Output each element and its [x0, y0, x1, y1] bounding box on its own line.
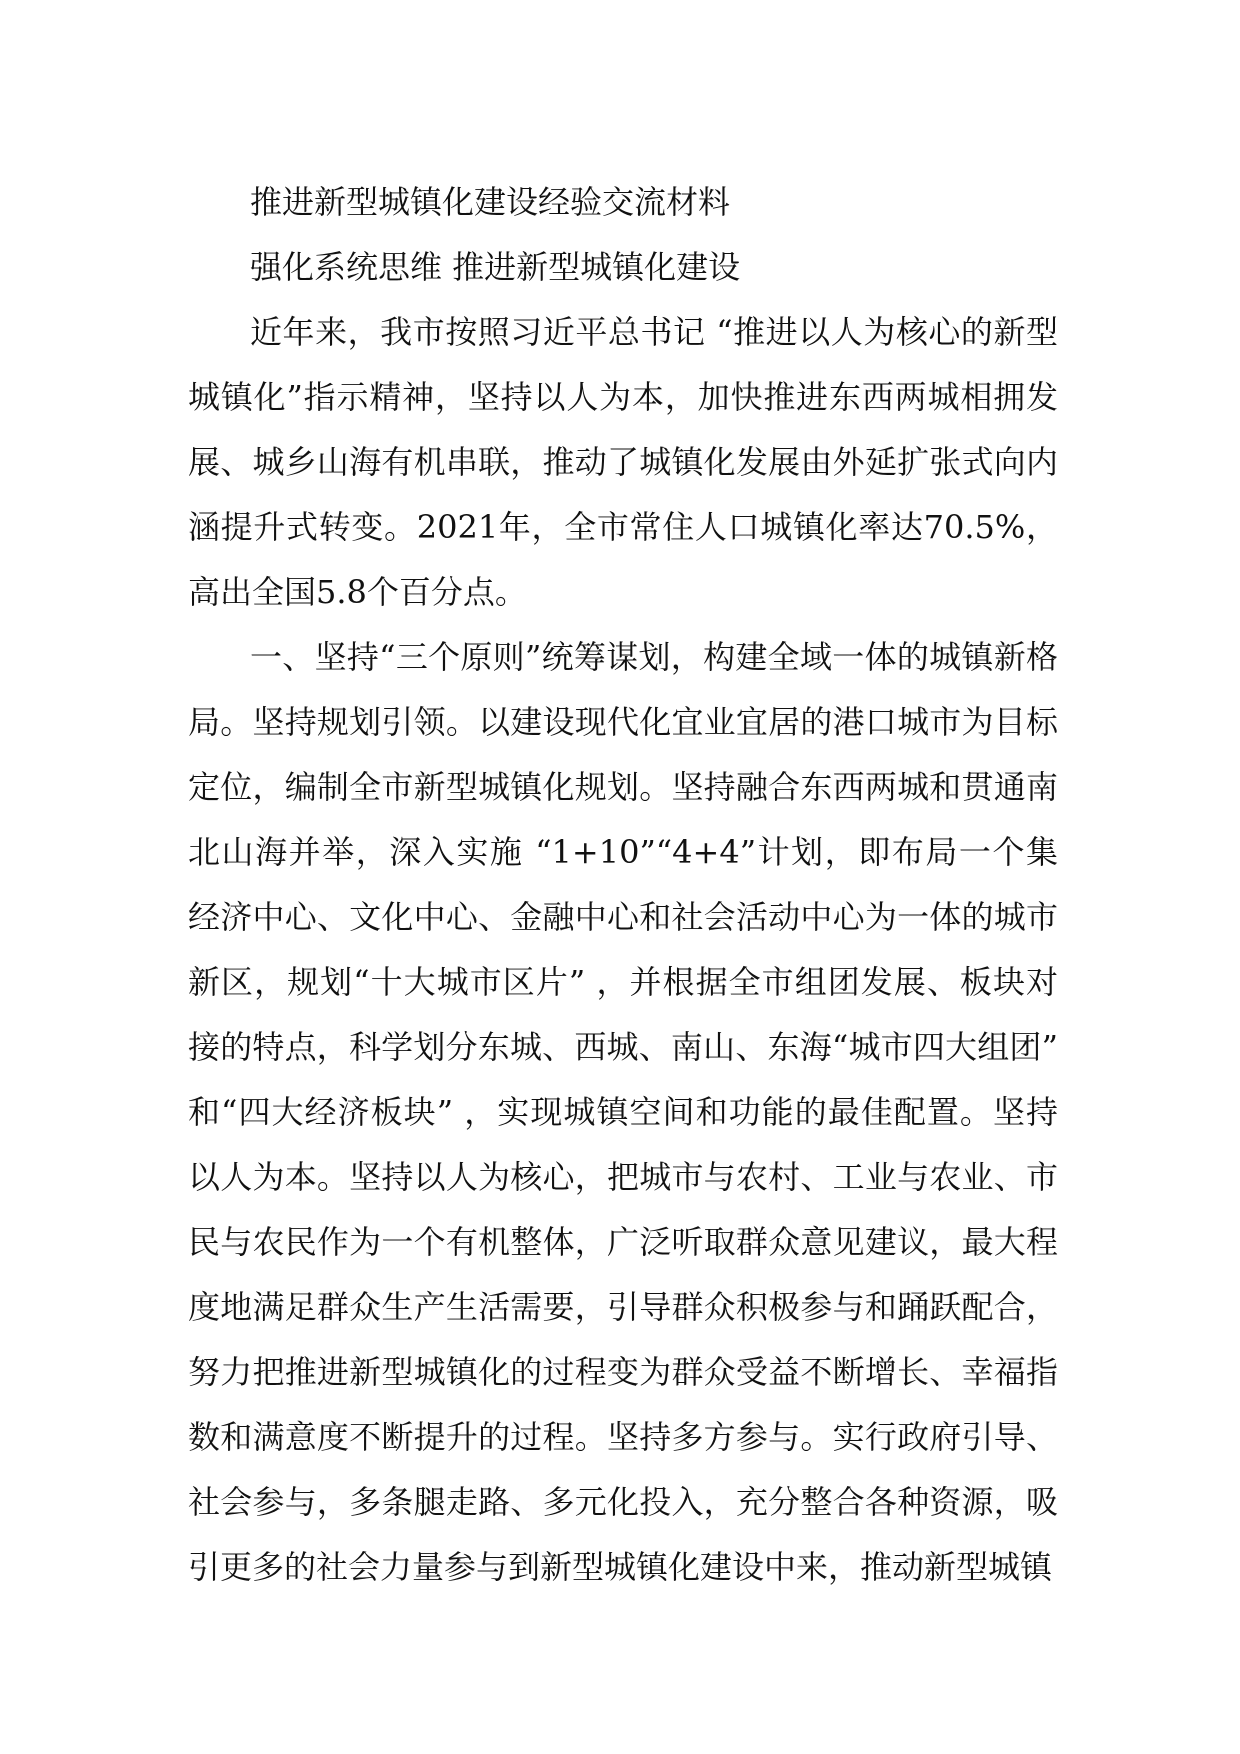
document-subtitle: 强化系统思维 推进新型城镇化建设 [250, 248, 741, 286]
paragraph-intro: 近年来，我市按照习近平总书记 “推进以人为核心的新型城镇化”指示精神，坚持以人为本，加快推进东西两城相拥发展、城乡山海有机串联，推动了城镇化发展由外延扩张式向内涵提升式转变。2021年，全市常住人口城镇化率达70.5%，高出全国5.8个百分点。 [188, 313, 1058, 611]
document-body [188, 170, 1058, 1600]
document-title: 推进新型城镇化建设经验交流材料 [250, 183, 731, 221]
paragraph-section-one: 一、坚持“三个原则”统筹谋划，构建全域一体的城镇新格局。坚持规划引领。以建设现代化宜业宜居的港口城市为目标定位，编制全市新型城镇化规划。坚持融合东西两城和贯通南北山海并举，深入实施 “1+10”“4+4”计划，即布局一个集经济中心、文化中心、金融中心和社会活动中心为一体的城市新区，规划“十大城市区片” ，并根据全市组团发展、板块对接的特点，科学划分东城、西城、南山、东海“城市四大组团” 和“四大经济板块” ，实现城镇空间和功能的最佳配置。坚持以人为本。坚持以人为核心，把城市与农村、工业与农业、市民与农民作为一个有机整体，广泛听取群众意见建议，最大程度地满足群众生产生活需要，引导群众积极参与和踊跃配合，努力把推进新型城镇化的过程变为群众受益不断增长、幸福指数和满意度不断提升的过程。坚持多方参与。实行政府引导、社会参与，多条腿走路、多元化投入，充分整合各种资源，吸引更多的社会力量参与到新型城镇化建设中来，推动新型城镇 [188, 638, 1058, 1586]
